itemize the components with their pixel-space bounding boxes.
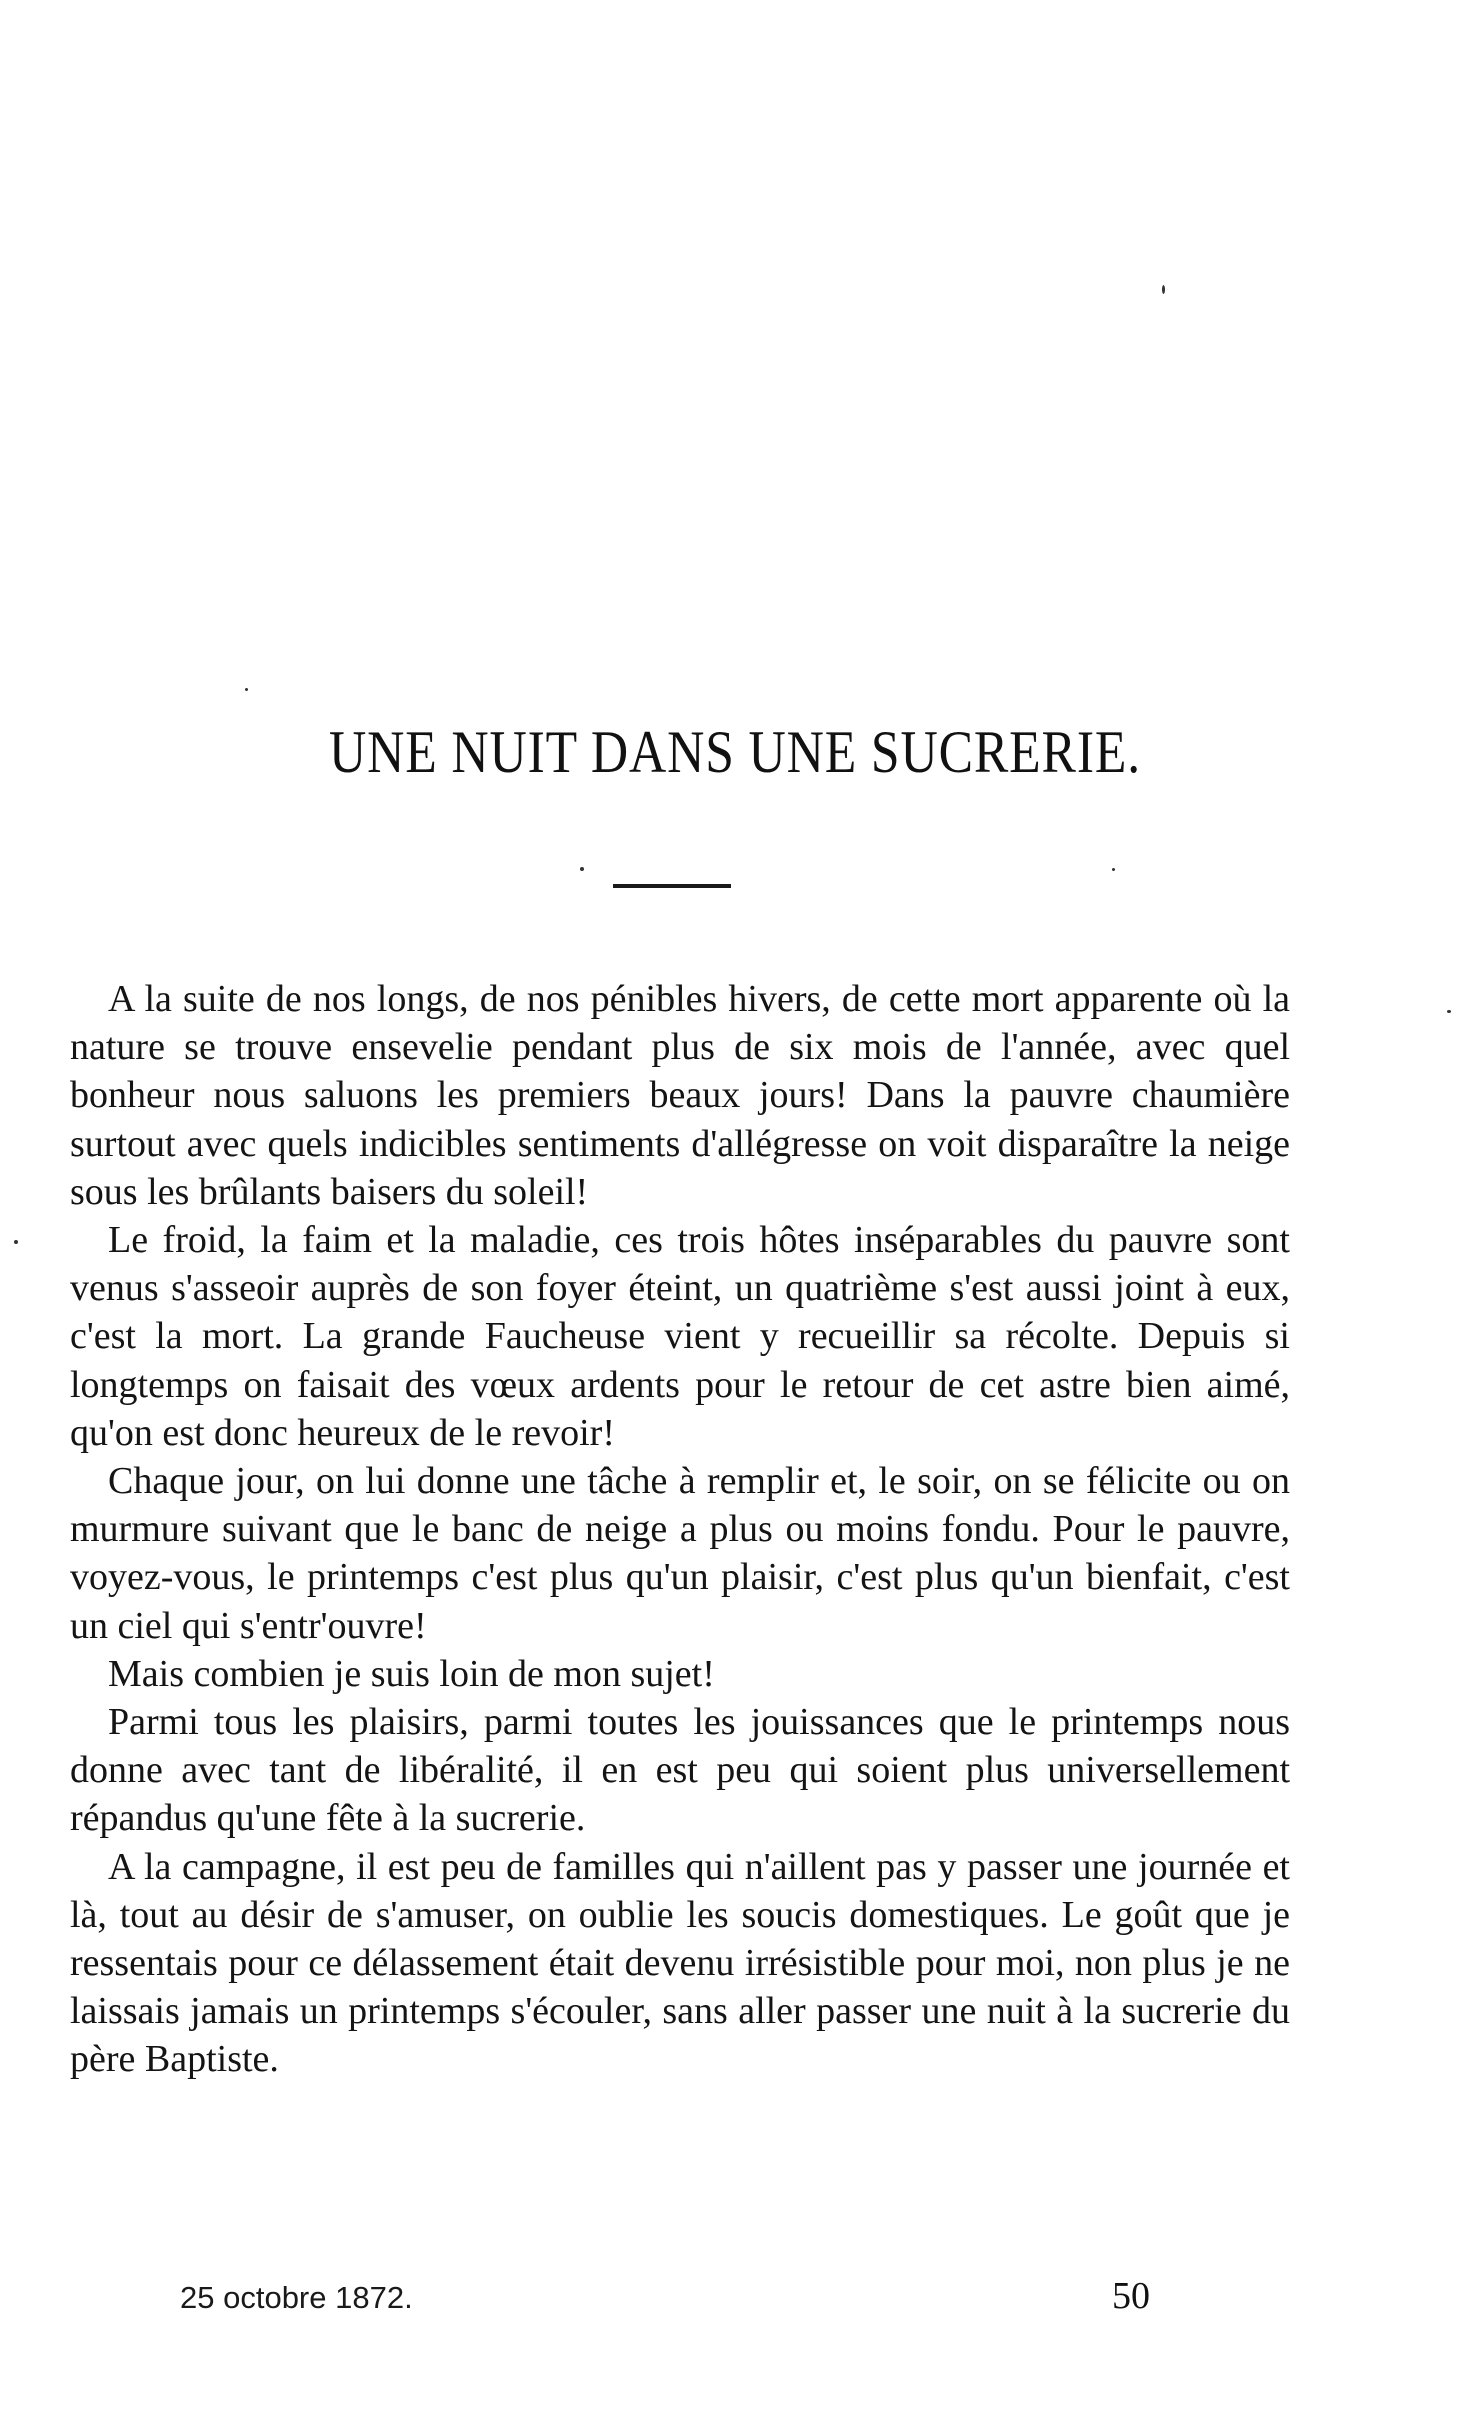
body-text bbox=[70, 975, 1290, 2084]
paragraph: Mais combien je suis loin de mon sujet! bbox=[108, 1652, 715, 1695]
scan-speck bbox=[1112, 868, 1115, 871]
chapter-title: UNE NUIT DANS UNE SUCRERIE. bbox=[328, 719, 1142, 785]
page-number: 50 bbox=[1112, 2275, 1150, 2317]
footer-date: 25 octobre 1872. bbox=[180, 2280, 413, 2315]
title-divider bbox=[613, 884, 731, 888]
scan-speck bbox=[1162, 285, 1165, 294]
paragraph: Parmi tous les plaisirs, parmi toutes les jouissances que le printemps nous donne avec tant de libéralité, il en est peu qui soient plus universellement répandus qu'une fête à la sucrerie. bbox=[70, 1701, 1290, 1840]
scan-speck bbox=[245, 688, 248, 691]
scan-speck bbox=[14, 1240, 18, 1244]
paragraph: Le froid, la faim et la maladie, ces trois hôtes inséparables du pauvre sont venus s'asseoir auprès de son foyer éteint, un quatrième s'est aussi joint à eux, c'est la mort. La grande Faucheuse vient y recueillir sa récolte. Depuis si longtemps on faisait des vœux ardents pour le retour de cet astre bien aimé, qu'on est donc heureux de le revoir! bbox=[70, 1219, 1290, 1454]
paragraph: A la campagne, il est peu de familles qui n'aillent pas y passer une journée et là, tout au désir de s'amuser, on oublie les soucis domestiques. Le goût que je ressentais pour ce délassement était devenu irrésistible pour moi, non plus je ne laissais jamais un printemps s'écouler, sans aller passer une nuit à la sucrerie du père Baptiste. bbox=[70, 1845, 1290, 2081]
paragraph: Chaque jour, on lui donne une tâche à remplir et, le soir, on se félicite ou on murmure suivant que le banc de neige a plus ou moins fondu. Pour le pauvre, voyez-vous, le printemps c'est plus qu'un plaisir, c'est plus qu'un bienfait, c'est un ciel qui s'entr'ouvre! bbox=[70, 1460, 1290, 1647]
paragraph: A la suite de nos longs, de nos pénibles hivers, de cette mort apparente où la nature se trouve ensevelie pendant plus de six mois de l'année, avec quel bonheur nous saluons les premiers beaux jours! Dans la pauvre chaumière surtout avec quels indicibles sentiments d'allégresse on voit disparaître la neige sous les brûlants baisers du soleil! bbox=[70, 978, 1290, 1213]
scan-speck bbox=[580, 867, 584, 871]
scan-speck bbox=[1447, 1010, 1451, 1013]
